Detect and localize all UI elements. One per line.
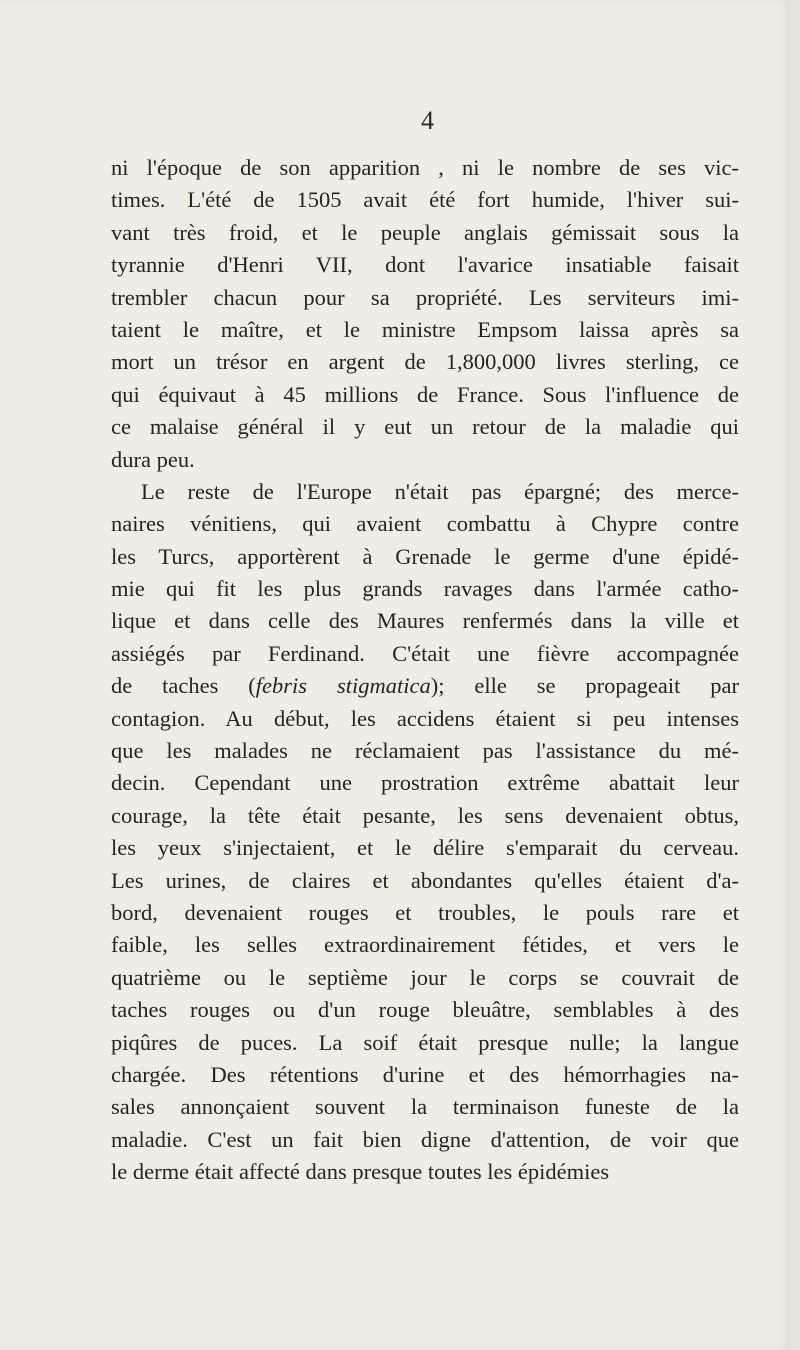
text-line: mie qui fit les plus grands ravages dans l'armée catho- <box>111 576 739 602</box>
text-line: de taches (febris stigmatica); elle se propageait par <box>111 673 740 699</box>
text-line: trembler chacun pour sa propriété. Les serviteurs imi- <box>111 284 739 310</box>
page-number: 4 <box>421 106 434 135</box>
text-line: qui équivaut à 45 millions de France. Sous l'influence de <box>111 381 739 407</box>
text-line: times. L'été de 1505 avait été fort humide, l'hiver sui- <box>111 187 739 213</box>
text-line: les yeux s'injectaient, et le délire s'emparait du cerveau. <box>111 835 739 861</box>
text-line: que les malades ne réclamaient pas l'assistance du mé- <box>111 738 739 764</box>
text-line: ce malaise général il y eut un retour de la maladie qui <box>111 414 739 440</box>
text-line: les Turcs, apportèrent à Grenade le germe d'une épidé- <box>111 543 739 569</box>
text-line: Le reste de l'Europe n'était pas épargné; des merce- <box>141 478 739 504</box>
text-line: piqûres de puces. La soif était presque nulle; la langue <box>111 1029 739 1055</box>
text-line: assiégés par Ferdinand. C'était une fièvre accompagnée <box>111 640 739 666</box>
text-line: vant très froid, et le peuple anglais gémissait sous la <box>111 219 739 245</box>
body-text <box>111 152 739 1189</box>
text-line: chargée. Des rétentions d'urine et des hémorrhagies na- <box>111 1061 739 1087</box>
text-line: dura peu. <box>111 446 195 472</box>
text-line: sales annonçaient souvent la terminaison funeste de la <box>111 1094 739 1120</box>
text-line: ni l'époque de son apparition , ni le nombre de ses vic- <box>111 155 739 180</box>
paragraph <box>111 152 739 476</box>
text-line: lique et dans celle des Maures renfermés dans la ville et <box>111 608 739 634</box>
text-line: taient le maître, et le ministre Empsom laissa après sa <box>111 316 739 342</box>
text-line: bord, devenaient rouges et troubles, le pouls rare et <box>111 899 739 925</box>
text-line: faible, les selles extraordinairement fétides, et vers le <box>111 932 739 958</box>
text-line: quatrième ou le septième jour le corps se couvrait de <box>111 964 739 990</box>
text-line: decin. Cependant une prostration extrême abattait leur <box>111 770 739 796</box>
text-line: Les urines, de claires et abondantes qu'elles étaient d'a- <box>111 867 739 893</box>
page-edge <box>790 0 800 1350</box>
text-line: tyrannie d'Henri VII, dont l'avarice insatiable faisait <box>111 252 739 278</box>
text-line: maladie. C'est un fait bien digne d'attention, de voir que <box>111 1126 739 1152</box>
text-line: naires vénitiens, qui avaient combattu à Chypre contre <box>111 511 739 537</box>
text-line: mort un trésor en argent de 1,800,000 livres sterling, ce <box>111 349 739 375</box>
text-line: le derme était affecté dans presque toutes les épidémies <box>111 1159 610 1185</box>
paragraph <box>111 476 739 1189</box>
text-line: contagion. Au début, les accidens étaient si peu intenses <box>111 705 739 731</box>
text-line: taches rouges ou d'un rouge bleuâtre, semblables à des <box>111 997 739 1023</box>
text-line: courage, la tête était pesante, les sens devenaient obtus, <box>111 802 739 828</box>
